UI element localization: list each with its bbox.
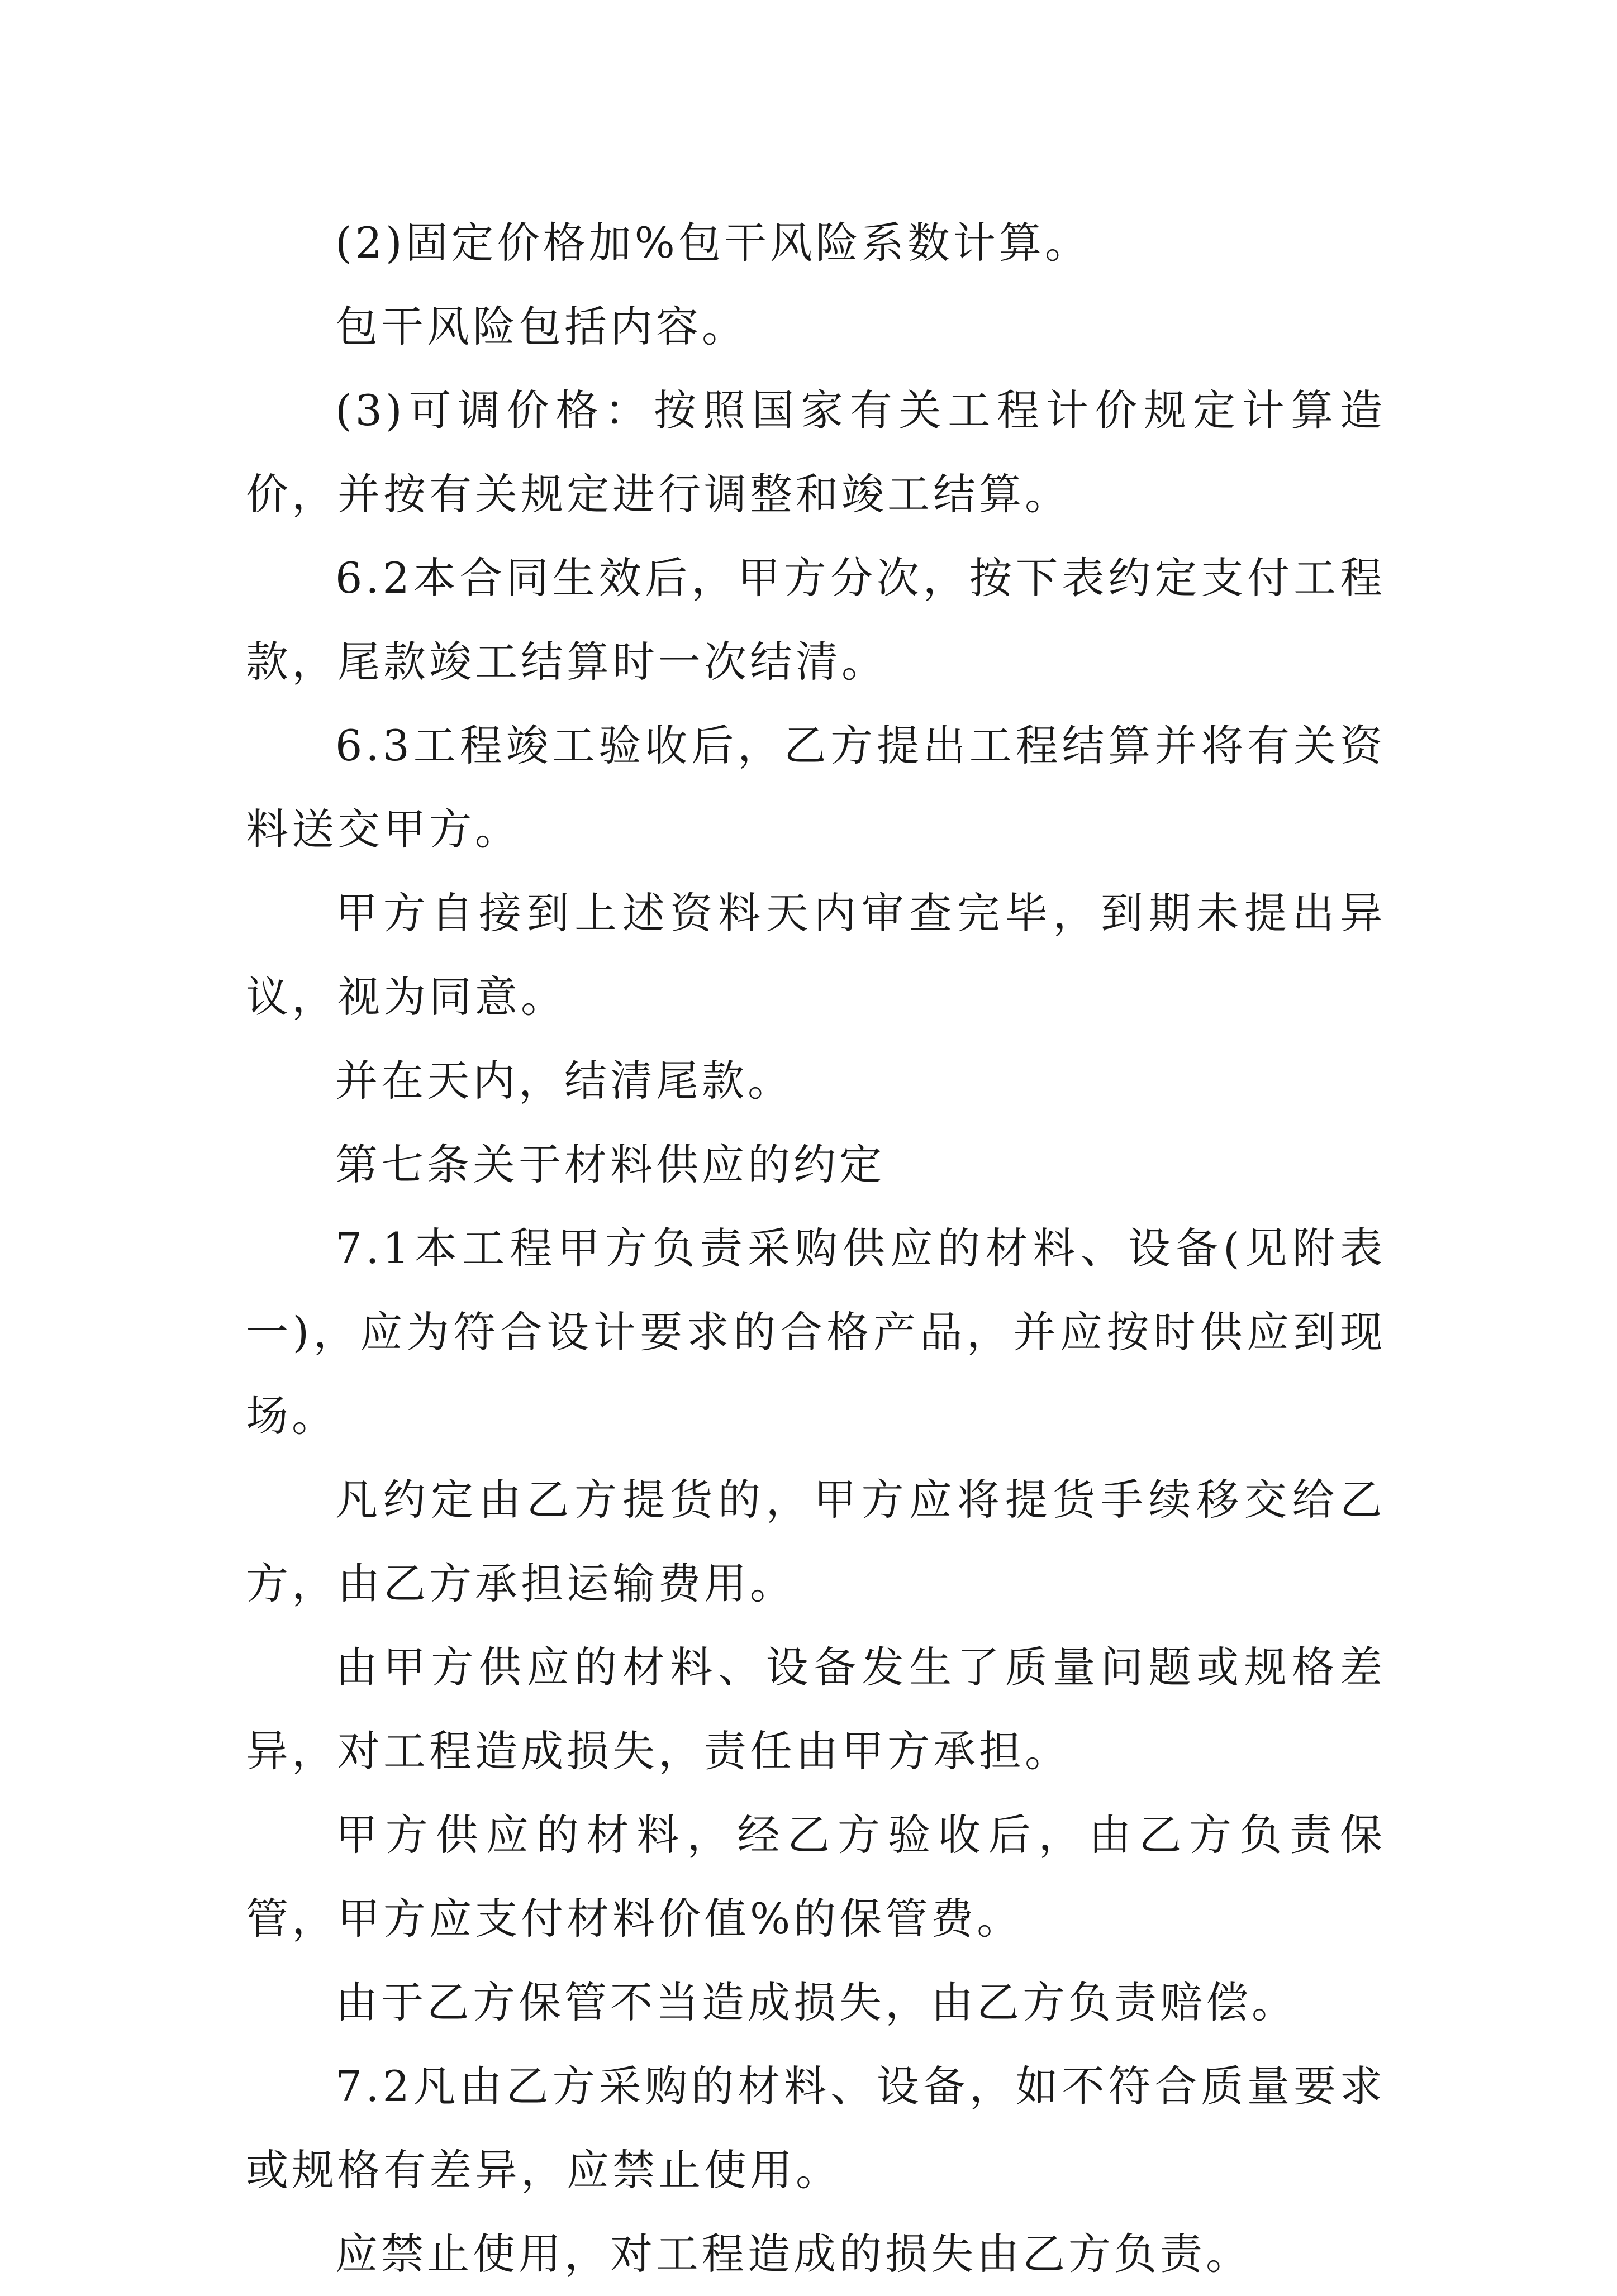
paragraph-clause-6-2: 6.2本合同生效后，甲方分次，按下表约定支付工程款，尾款竣工结算时一次结清。 — [246, 553, 1386, 687]
paragraph-settle-balance: 并在天内，结清尾款。 — [335, 1056, 793, 1106]
paragraph-clause-7-1: 7.1本工程甲方负责采购供应的材料、设备(见附表一)，应为符合设计要求的合格产品，并应按时供应到现场。 — [246, 1223, 1386, 1441]
paragraph-fixed-price-risk: (2)固定价格加%包干风险系数计算。 — [335, 218, 1091, 268]
paragraph-adjustable-price: (3)可调价格：按照国家有关工程计价规定计算造价，并按有关规定进行调整和竣工结算。 — [246, 385, 1386, 519]
paragraph-storage-compensation: 由于乙方保管不当造成损失，由乙方负责赔偿。 — [335, 1978, 1297, 2027]
document-body — [246, 201, 1386, 2296]
section-heading-article-7: 第七条关于材料供应的约定 — [335, 1140, 885, 1189]
paragraph-clause-6-3: 6.3工程竣工验收后，乙方提出工程结算并将有关资料送交甲方。 — [246, 721, 1386, 854]
paragraph-risk-contents: 包干风险包括内容。 — [335, 302, 748, 351]
paragraph-prohibit-use: 应禁止使用，对工程造成的损失由乙方负责。 — [335, 2229, 1252, 2279]
paragraph-clause-7-2: 7.2凡由乙方采购的材料、设备，如不符合质量要求或规格有差异，应禁止使用。 — [246, 2061, 1386, 2195]
paragraph-review-period: 甲方自接到上述资料天内审查完毕，到期未提出异议，视为同意。 — [246, 888, 1386, 1022]
paragraph-pickup-transport: 凡约定由乙方提货的，甲方应将提货手续移交给乙方，由乙方承担运输费用。 — [246, 1475, 1386, 1608]
paragraph-supplier-liability: 由甲方供应的材料、设备发生了质量问题或规格差异，对工程造成损失，责任由甲方承担。 — [246, 1642, 1386, 1776]
paragraph-storage-fee: 甲方供应的材料，经乙方验收后，由乙方负责保管，甲方应支付材料价值%的保管费。 — [246, 1810, 1386, 1943]
